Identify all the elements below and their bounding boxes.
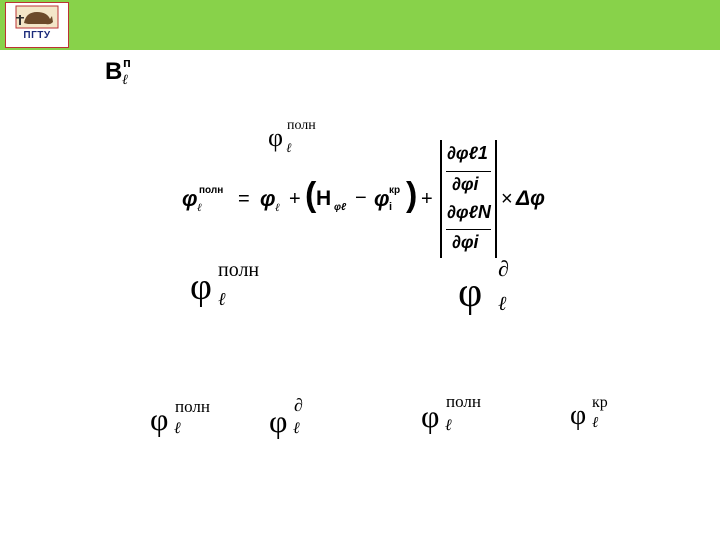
- plus-sign-2: +: [421, 188, 433, 210]
- row1-symbol-partial: [458, 256, 509, 316]
- row1-phi2-sup: ∂: [498, 256, 509, 281]
- frac1-bar: [446, 171, 491, 172]
- heading-sup: п: [123, 55, 131, 70]
- row1-phi-sup: полн: [218, 259, 260, 281]
- frac1-denominator: ∂φi: [452, 174, 479, 194]
- frac2-denominator: ∂φi: [452, 232, 479, 252]
- delta-phi: Δφ: [516, 187, 545, 210]
- row1-phi2-sub: ℓ: [498, 293, 507, 315]
- row2-4-main: φ: [570, 400, 587, 431]
- row1-phi2-main: φ: [458, 270, 483, 316]
- row2-symbol-2: [269, 395, 303, 439]
- row2-2-sup: ∂: [294, 395, 303, 415]
- row2-4-sub: ℓ: [592, 415, 599, 431]
- frac2-numerator: ∂φℓN: [447, 202, 491, 222]
- phi-sup: полн: [287, 118, 316, 133]
- frac1-numerator: ∂φℓ1: [447, 143, 488, 163]
- term2-phi: φ: [374, 186, 390, 211]
- row2-symbol-1: [150, 397, 210, 437]
- row2-1-main: φ: [150, 401, 169, 437]
- row1-phi-main: φ: [190, 266, 212, 308]
- row2-4-sup: кр: [592, 394, 608, 411]
- right-abs-bar: [495, 140, 497, 258]
- left-paren: (: [305, 176, 317, 214]
- row2-1-sup: полн: [175, 397, 210, 416]
- lhs-phi: φ: [182, 186, 198, 211]
- right-paren: ): [406, 176, 418, 214]
- row2-1-sub: ℓ: [174, 420, 181, 437]
- term1-sub: ℓ: [275, 202, 280, 214]
- term1-phi: φ: [260, 186, 276, 211]
- lhs-sup: полн: [199, 185, 224, 196]
- row2-3-main: φ: [421, 398, 440, 434]
- row2-2-main: φ: [269, 403, 288, 439]
- row2-3-sub: ℓ: [445, 417, 452, 434]
- lhs-sub: ℓ: [197, 202, 202, 214]
- row1-symbol-full: [190, 259, 260, 309]
- row1-phi-sub: ℓ: [218, 289, 226, 309]
- term2-sup: кр: [389, 185, 401, 196]
- row2-symbol-4: [570, 394, 608, 431]
- h-term: H: [316, 187, 332, 210]
- times-sign: ×: [501, 188, 513, 210]
- heading-main: В: [105, 58, 123, 85]
- row2-3-sup: полн: [446, 392, 481, 411]
- logo-text: ПГТУ: [23, 30, 51, 41]
- plus-sign-1: +: [289, 188, 301, 210]
- h-sub: φℓ: [334, 202, 347, 213]
- row2-symbol-3: [421, 392, 481, 434]
- phi-sub: ℓ: [286, 140, 292, 155]
- equals-sign: =: [238, 188, 250, 210]
- heading-sub: ℓ: [122, 73, 128, 88]
- left-abs-bar: [440, 140, 442, 258]
- minus-sign: −: [355, 187, 367, 209]
- phi-main: φ: [268, 123, 284, 152]
- frac2-bar: [446, 229, 491, 230]
- row2-2-sub: ℓ: [293, 420, 300, 437]
- term2-sub: i: [389, 201, 393, 213]
